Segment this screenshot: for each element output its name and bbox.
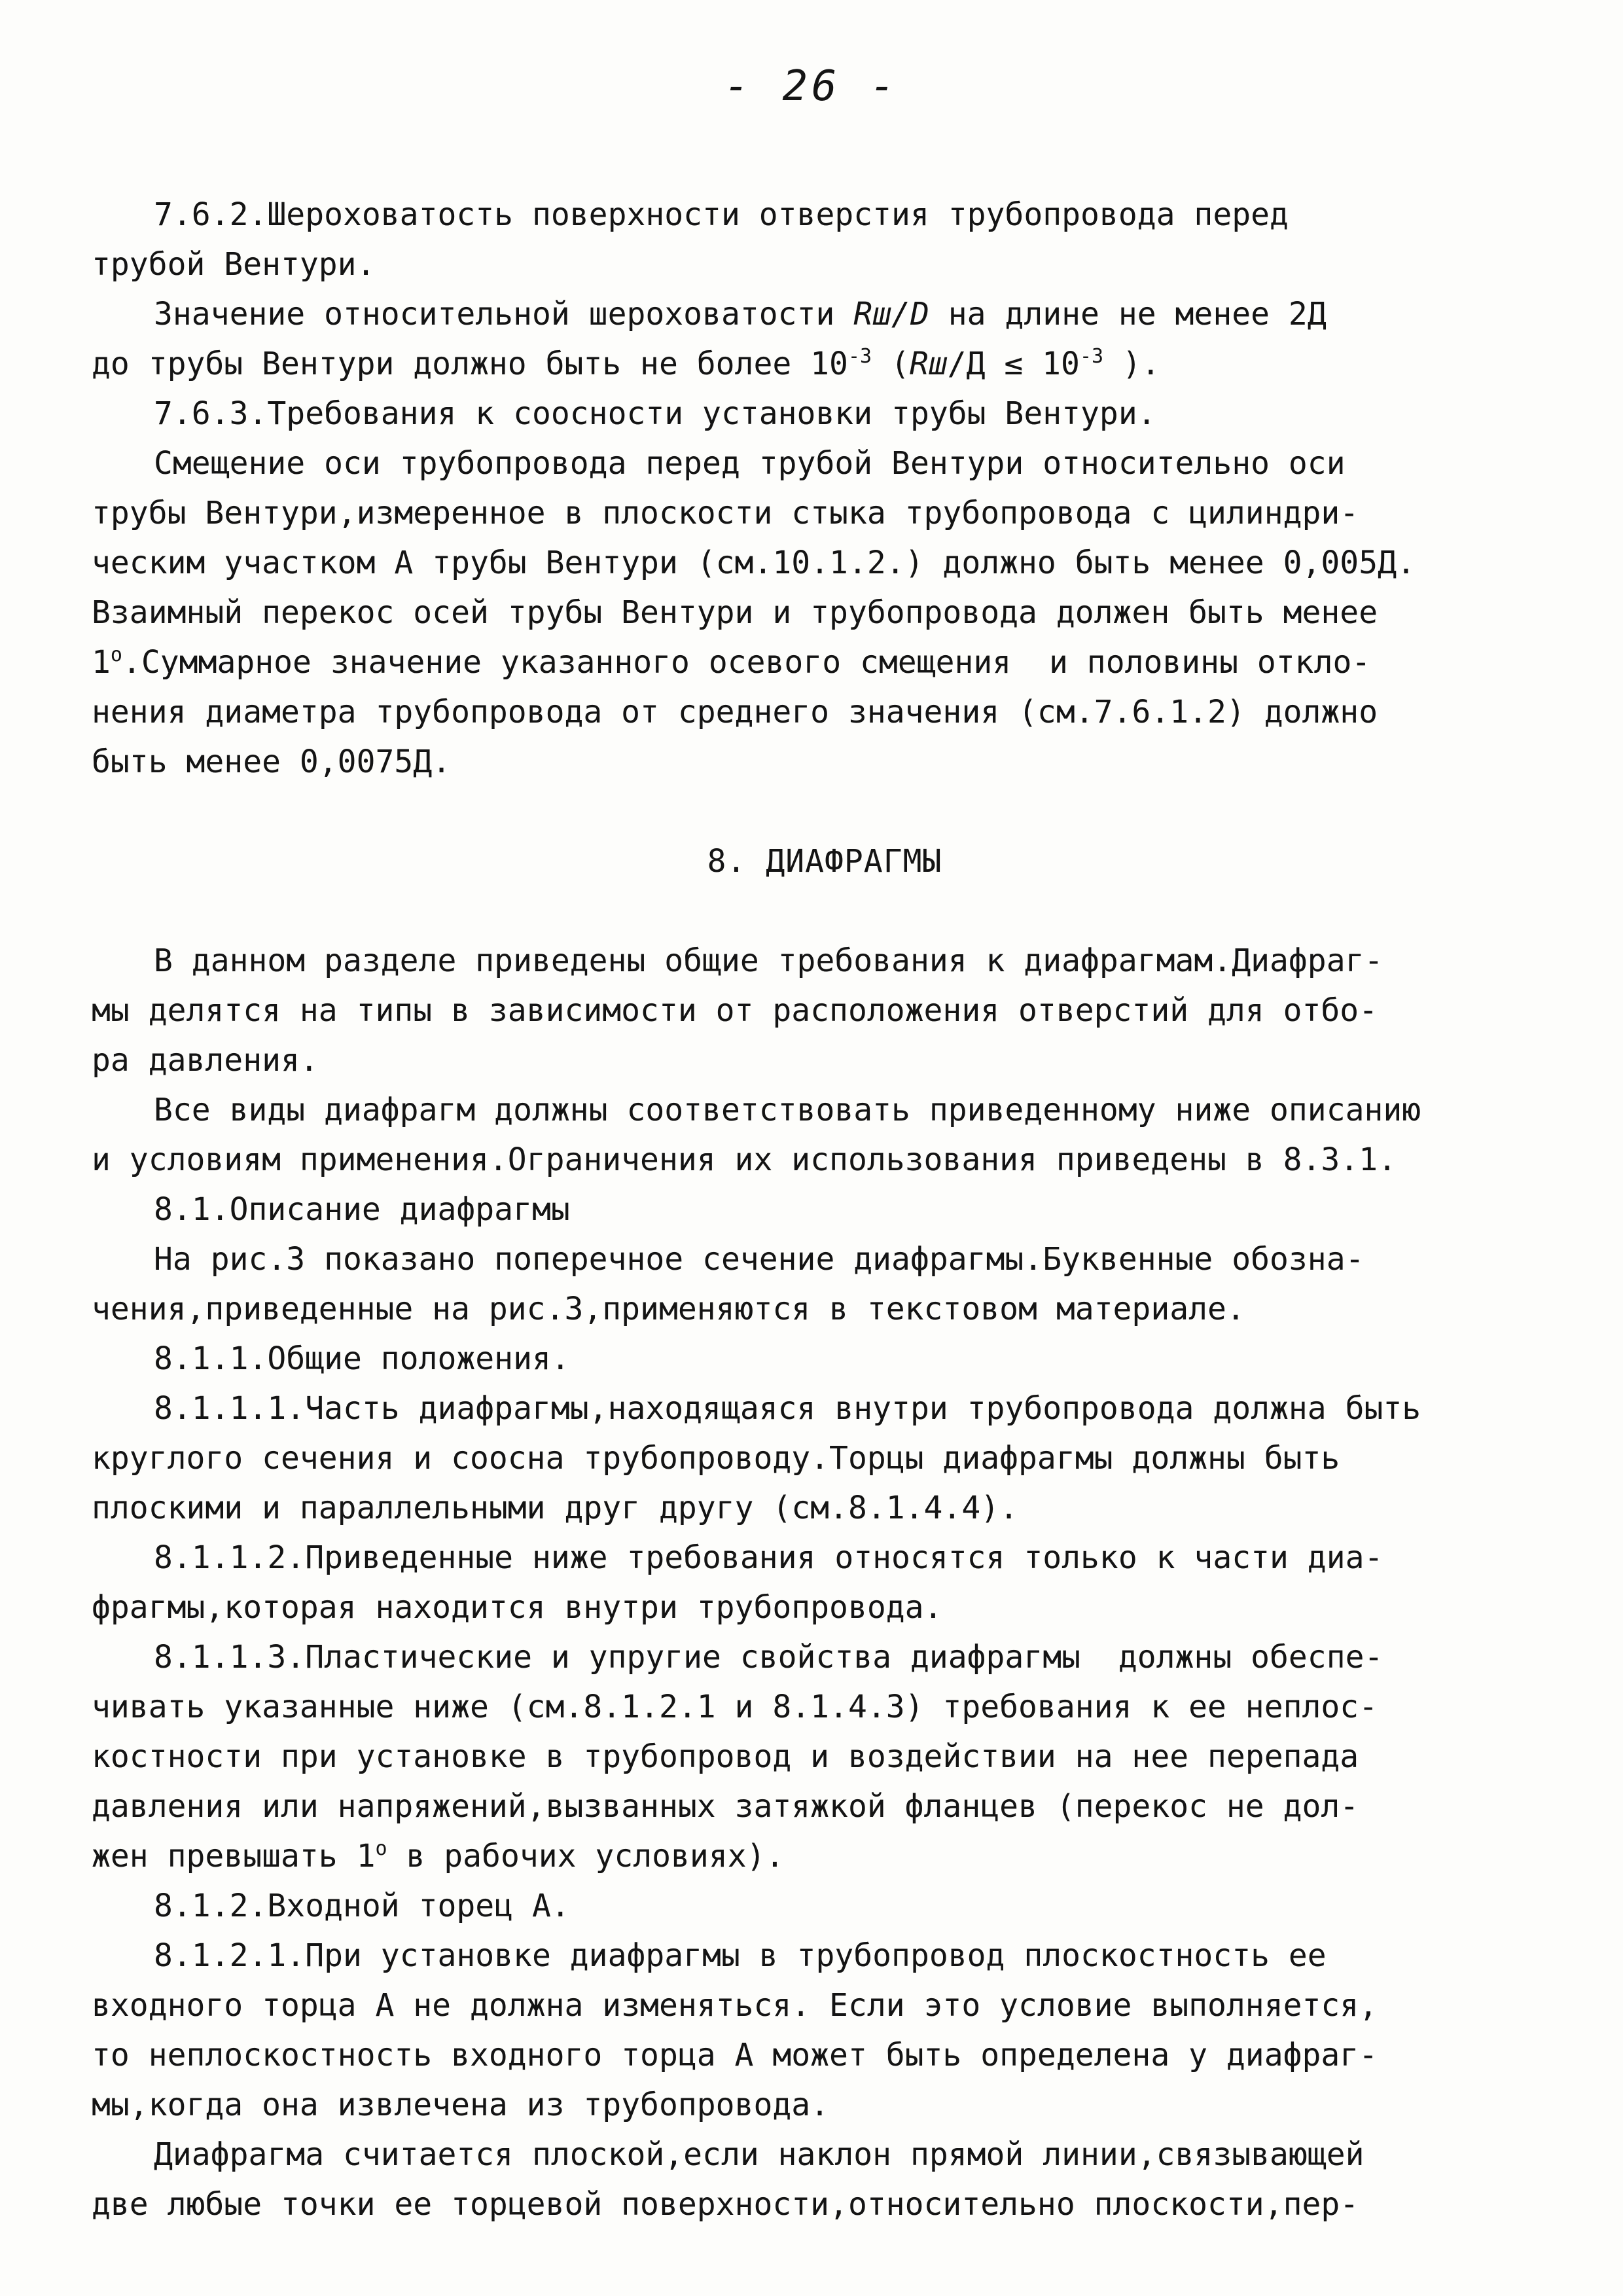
paragraph-line: чивать указанные ниже (см.8.1.2.1 и 8.1.4.3) требования к ее неплос- [92, 1689, 1378, 1725]
paragraph-line: быть менее 0,0075Д. [92, 744, 452, 780]
paragraph-line: мы,когда она извлечена из трубопровода. [92, 2087, 830, 2123]
section-8-heading: 8. ДИАФРАГМЫ [707, 843, 942, 880]
paragraph-line: 8.1.2.1.При установке диафрагмы в трубопровод плоскостность ее [154, 1937, 1327, 1974]
paragraph-line: нения диаметра трубопровода от среднего значения (см.7.6.1.2) должно [92, 694, 1378, 730]
roughness-formula: Rш/D [853, 296, 929, 332]
paragraph-line: На рис.3 показано поперечное сечение диафрагмы.Буквенные обозна- [154, 1241, 1364, 1278]
paragraph-line: фрагмы,которая находится внутри трубопровода. [92, 1589, 943, 1626]
section-7-6-2-title-cont: трубой Вентури. [92, 246, 376, 283]
roughness-line: Значение относительной шероховатости Rш/D на длине не менее 2Д [154, 296, 1327, 332]
subsection-title: 8.1.1.Общие положения. [154, 1340, 570, 1377]
paragraph-line: трубы Вентури,измеренное в плоскости стыка трубопровода с цилиндри- [92, 495, 1359, 531]
paragraph-line: Диафрагма считается плоской,если наклон прямой линии,связывающей [154, 2136, 1364, 2173]
paragraph-line: две любые точки ее торцевой поверхности,относительно плоскости,пер- [92, 2186, 1359, 2223]
paragraph-line: В данном разделе приведены общие требования к диафрагмам.Диафраг- [154, 942, 1383, 979]
paragraph-line: и условиям применения.Ограничения их использования приведены в 8.3.1. [92, 1141, 1397, 1178]
roughness-symbol: Rш [909, 346, 948, 382]
subsection-title: 8.1.2.Входной торец А. [154, 1888, 570, 1924]
roughness-limit-line: до трубы Вентури должно быть не более $10^{-3}$ ($Rш/Д \le 10^{-3}$ ). [92, 345, 1160, 382]
paragraph-line: жен превышать $1^о$ в рабочих условиях). [92, 1837, 785, 1874]
paragraph-line: $1^о.Суммарное$ значение указанного осевого смещения и половины откло- [92, 643, 1371, 681]
paragraph-line: ческим участком А трубы Вентури (см.10.1.2.) должно быть менее 0,005Д. [92, 545, 1416, 581]
paragraph-line: костности при установке в трубопровод и воздействии на нее перепада [92, 1738, 1359, 1775]
paragraph-line: 8.1.1.2.Приведенные ниже требования относятся только к части диа- [154, 1539, 1383, 1576]
paragraph-line: 8.1.1.3.Пластические и упругие свойства диафрагмы должны обеспе- [154, 1639, 1383, 1676]
spacer [92, 787, 1558, 836]
page-number: - 26 - [724, 62, 899, 111]
paragraph-line: круглого сечения и соосна трубопроводу.Торцы диафрагмы должны быть [92, 1440, 1340, 1477]
paragraph-line: ра давления. [92, 1042, 319, 1079]
paragraph-line: Смещение оси трубопровода перед трубой Вентури относительно оси [154, 445, 1346, 482]
subsection-title: 8.1.Описание диафрагмы [154, 1191, 570, 1228]
spacer [92, 886, 1558, 936]
paragraph-line: входного торца А не должна изменяться. Если это условие выполняется, [92, 1987, 1378, 2024]
paragraph-line: Все виды диафрагм должны соответствовать приведенному ниже описанию [154, 1092, 1421, 1128]
section-7-6-2-title: 7.6.2.Шероховатость поверхности отверстия трубопровода перед [154, 196, 1289, 233]
paragraph-line: то неплоскостность входного торца А может быть определена у диафраг- [92, 2037, 1378, 2073]
paragraph-line: 8.1.1.1.Часть диафрагмы,находящаяся внутри трубопровода должна быть [154, 1390, 1421, 1427]
section-7-6-3-title: 7.6.3.Требования к соосности установки трубы Вентури. [154, 395, 1156, 432]
body-text [92, 190, 1558, 2229]
paragraph-line: плоскими и параллельными друг другу (см.8.1.4.4). [92, 1490, 1019, 1526]
paragraph-line: чения,приведенные на рис.3,применяются в текстовом материале. [92, 1291, 1245, 1327]
paragraph-line: Взаимный перекос осей трубы Вентури и трубопровода должен быть менее [92, 594, 1378, 631]
paragraph-line: давления или напряжений,вызванных затяжкой фланцев (перекос не дол- [92, 1788, 1359, 1825]
paragraph-line: мы делятся на типы в зависимости от расположения отверстий для отбо- [92, 992, 1378, 1029]
